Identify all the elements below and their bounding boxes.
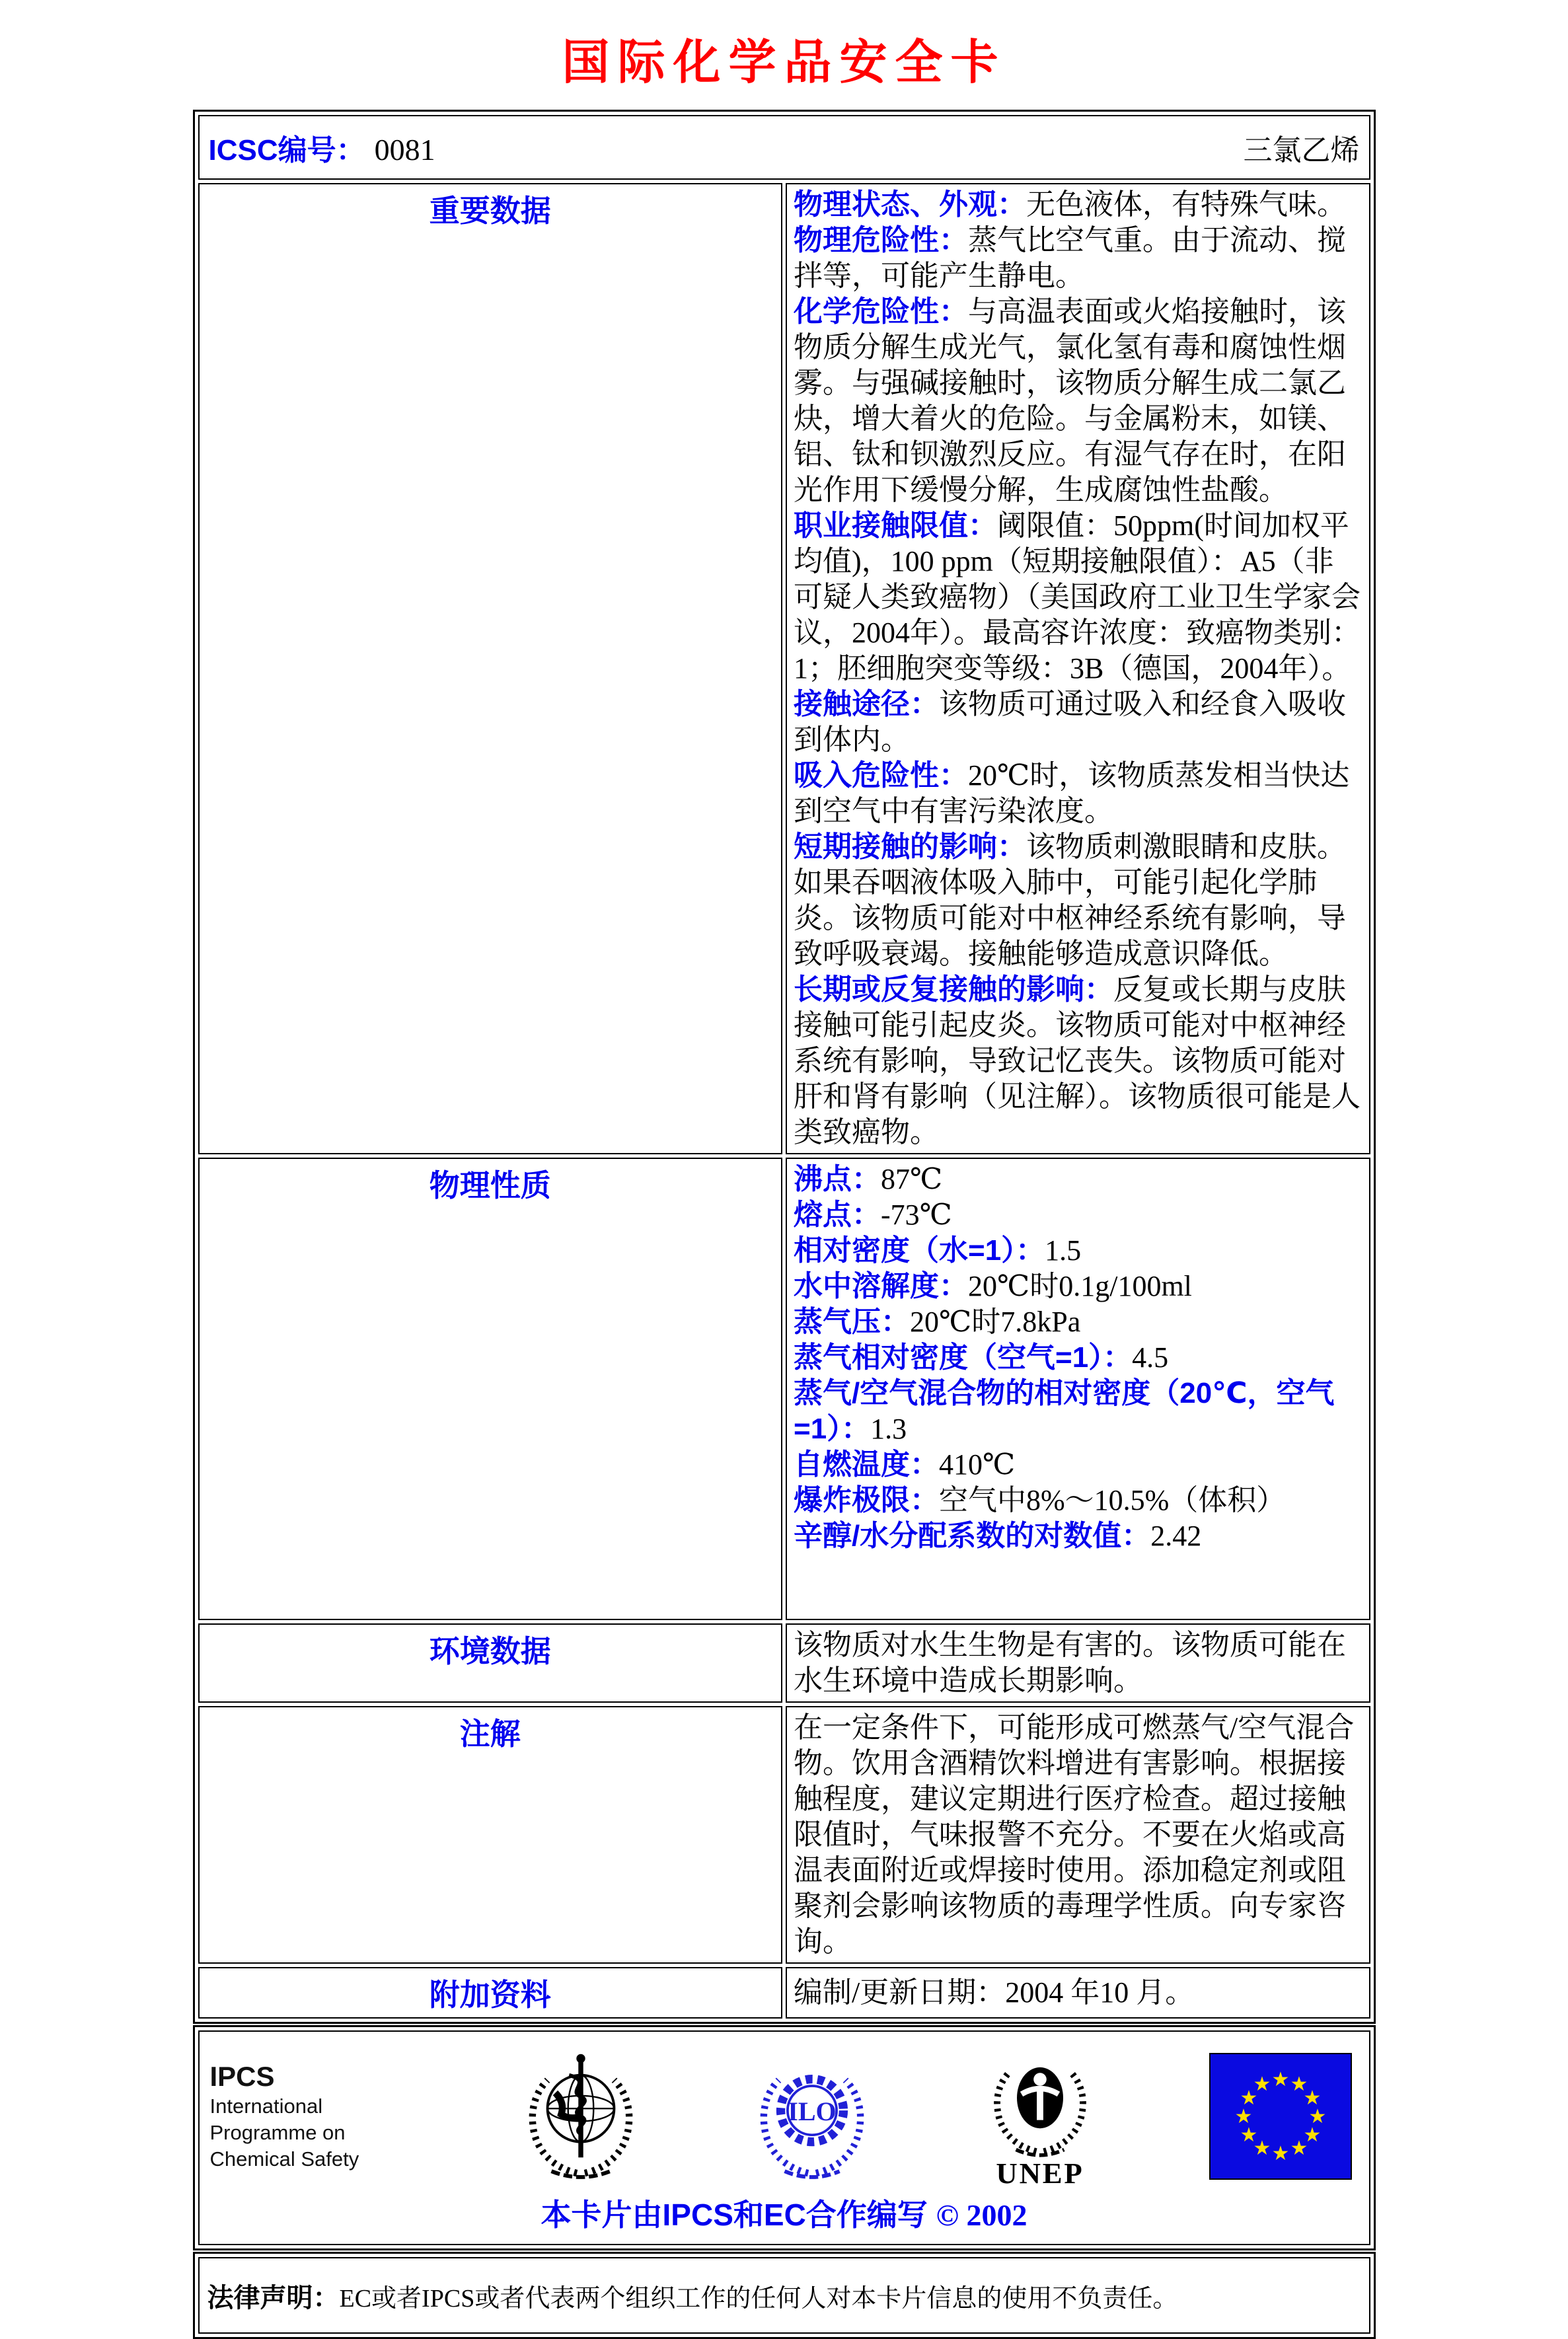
caption-copyright: © 2002	[936, 2198, 1027, 2232]
svg-text:UNEP: UNEP	[995, 2156, 1084, 2190]
environmental-data-content	[786, 1623, 1370, 1703]
notes-content	[786, 1706, 1370, 1964]
eu-star-icon: ★	[1290, 2073, 1308, 2096]
environmental-data-row	[198, 1623, 1370, 1703]
important-data-content	[786, 183, 1370, 1154]
entry-long-term-effects: 长期或反复接触的影响：反复或长期与皮肤接触可能引起皮炎。该物质可能对中枢神经系统有影响，导致记忆丧失。该物质可能对肝和肾有影响（见注解）。该物质很可能是人类致癌物。	[794, 973, 1361, 1148]
icsc-number-value: 0081	[374, 133, 435, 167]
entry-exposure-routes: 接触途径：该物质可通过吸入和经食入吸收到体内。	[794, 688, 1346, 756]
main-card-table	[193, 110, 1376, 2024]
important-data-row	[198, 183, 1370, 1154]
icsc-header-row	[198, 115, 1370, 180]
eu-star-icon: ★	[1253, 2137, 1271, 2160]
section-label-physical-properties: 物理性质	[198, 1158, 783, 1620]
eu-star-icon: ★	[1271, 2142, 1289, 2165]
eu-star-icon: ★	[1290, 2137, 1308, 2160]
entry-vapor-air-mixture-density: 蒸气/空气混合物的相对密度（20℃，空气=1）：1.3	[794, 1377, 1335, 1445]
eu-star-icon: ★	[1308, 2105, 1326, 2128]
who-logo-icon	[522, 2048, 640, 2185]
entry-inhalation-risk: 吸入危险性：20℃时，该物质蒸发相当快达到空气中有害污染浓度。	[794, 759, 1350, 827]
additional-info-text: 编制/更新日期：2004 年10 月。	[794, 1976, 1195, 2009]
entry-physical-state: 物理状态、外观：无色液体，有特殊气味。	[794, 188, 1346, 221]
entry-boiling-point: 沸点：87℃	[794, 1163, 943, 1195]
legal-row	[198, 2257, 1370, 2334]
entry-relative-density: 相对密度（水=1）：1.5	[794, 1234, 1082, 1267]
logos-table	[193, 2025, 1376, 2250]
ipcs-text-block	[210, 2060, 408, 2172]
section-label-important-data: 重要数据	[198, 183, 783, 1154]
cooperation-caption	[210, 2196, 1359, 2235]
additional-info-row	[198, 1967, 1370, 2019]
entry-short-term-effects: 短期接触的影响：该物质刺激眼睛和皮肤。如果吞咽液体吸入肺中，可能引起化学肺炎。该物质可能对中枢神经系统有影响，导致呼吸衰竭。接触能够造成意识降低。	[794, 831, 1346, 970]
entry-autoignition-temperature: 自燃温度：410℃	[794, 1448, 1016, 1481]
entry-melting-point: 熔点：-73℃	[794, 1199, 952, 1231]
legal-label: 法律声明：	[207, 2283, 340, 2313]
entry-chemical-hazard: 化学危险性：与高温表面或火焰接触时，该物质分解生成光气，氯化氢有毒和腐蚀性烟雾。与强碱接触时，该物质分解生成二氯乙炔，增大着火的危险。与金属粉末，如镁、铝、钛和钡激烈反应。有湿气存在时，在阳光作用下缓慢分解，生成腐蚀性盐酸。	[794, 295, 1346, 506]
page-title: 国际化学品安全卡	[562, 36, 1006, 89]
legal-text: EC或者IPCS或者代表两个组织工作的任何人对本卡片信息的使用不负责任。	[339, 2284, 1178, 2313]
ilo-logo-icon	[753, 2048, 871, 2185]
eu-star-icon: ★	[1253, 2073, 1271, 2096]
section-label-environmental-data: 环境数据	[198, 1623, 783, 1703]
entry-water-solubility: 水中溶解度：20℃时0.1g/100ml	[794, 1270, 1192, 1302]
eu-flag-icon	[1209, 2053, 1352, 2180]
svg-text:ILO: ILO	[787, 2096, 837, 2126]
notes-text: 在一定条件下，可能形成可燃蒸气/空气混合物。饮用含酒精饮料增进有害影响。根据接触程度，建议定期进行医疗检查。超过接触限值时，气味报警不充分。不要在火焰或高温表面附近或焊接时使用。添加稳定剂或阻聚剂会影响该物质的毒理学性质。向专家咨询。	[794, 1711, 1355, 1958]
legal-table	[193, 2252, 1376, 2339]
icsc-number-group	[209, 126, 435, 168]
entry-physical-hazard: 物理危险性：蒸气比空气重。由于流动、搅拌等，可能产生静电。	[794, 224, 1346, 292]
eu-star-icon: ★	[1271, 2068, 1289, 2091]
entry-vapor-pressure: 蒸气压：20℃时7.8kPa	[794, 1306, 1081, 1338]
eu-star-icon: ★	[1240, 2124, 1257, 2147]
ipcs-title: IPCS	[209, 2061, 275, 2092]
entry-occupational-limits: 职业接触限值：阈限值：50ppm(时间加权平均值)，100 ppm（短期接触限值）：A5（非可疑人类致癌物）（美国政府工业卫生学家会议，2004年）。最高容许浓度：致癌物类别：1；胚细胞突变等级：3B（德国，2004年）。	[794, 509, 1361, 685]
ipcs-subtitle-line3: Chemical Safety	[209, 2147, 359, 2171]
eu-star-icon: ★	[1240, 2087, 1257, 2110]
eu-star-icon: ★	[1303, 2124, 1321, 2147]
entry-explosive-limits: 爆炸极限：空气中8%～10.5%（体积）	[794, 1484, 1286, 1516]
entry-vapor-density: 蒸气相对密度（空气=1）：4.5	[794, 1341, 1169, 1374]
chemical-name: 三氯乙烯	[1243, 134, 1360, 167]
additional-info-content	[786, 1967, 1370, 2019]
section-label-notes: 注解	[198, 1706, 783, 1964]
eu-star-icon: ★	[1303, 2087, 1321, 2110]
entry-octanol-water-partition: 辛醇/水分配系数的对数值：2.42	[794, 1520, 1202, 1552]
ipcs-subtitle-line1: International	[209, 2095, 323, 2118]
eu-star-icon: ★	[1234, 2105, 1252, 2128]
section-label-additional-info: 附加资料	[198, 1967, 783, 2019]
physical-properties-content	[786, 1158, 1370, 1620]
environmental-data-text: 该物质对水生生物是有害的。该物质可能在水生环境中造成长期影响。	[794, 1629, 1346, 1697]
physical-properties-row	[198, 1158, 1370, 1620]
logos-row	[198, 2030, 1370, 2245]
notes-row	[198, 1706, 1370, 1964]
caption-text: 本卡片由IPCS和EC合作编写	[541, 2198, 928, 2232]
unep-logo-icon	[985, 2041, 1096, 2192]
icsc-number-label: ICSC编号：	[208, 134, 365, 167]
ipcs-subtitle-line2: Programme on	[209, 2121, 346, 2144]
